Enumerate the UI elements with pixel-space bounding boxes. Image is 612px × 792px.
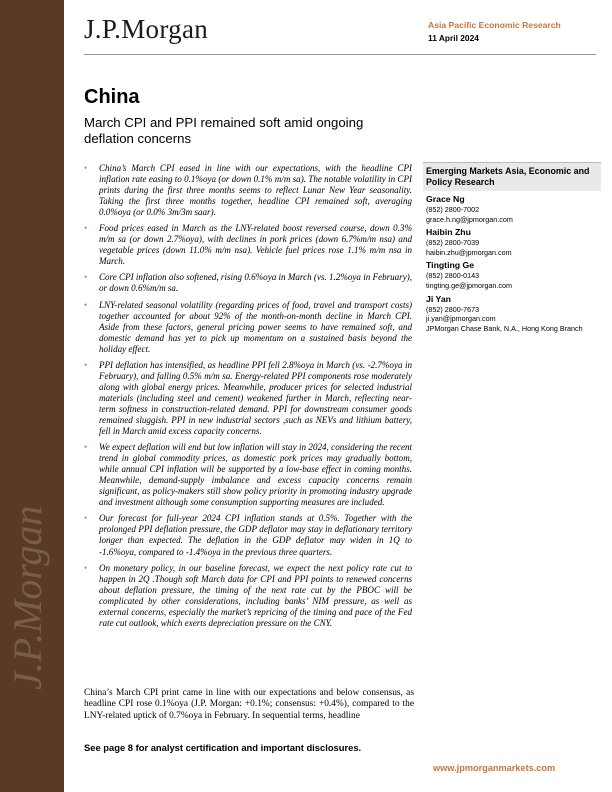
- bullet-icon: •: [84, 442, 88, 453]
- website-link[interactable]: www.jpmorganmarkets.com: [433, 763, 556, 773]
- analyst-email-link[interactable]: tingting.ge@jpmorgan.com: [426, 280, 513, 290]
- key-point: [84, 272, 412, 294]
- bullet-icon: •: [84, 359, 88, 370]
- jpmorgan-logo: J.P.Morgan: [84, 14, 209, 44]
- key-point: [84, 513, 412, 557]
- key-point-text: We expect deflation will end but low inflation will stay in 2024, considering the recent trend in global commodity prices, as domestic pork prices may gradually bottom, while annual CPI inflation will be supported by a low-base effect in coming months. Meanwhile, demand-supply imbalance and excess capacity concerns remain significant, as policy-makers still show policy priority in promoting industry upgrade and investment although some consumption supporting measures are included.: [99, 442, 412, 508]
- disclosure-note: See page 8 for analyst certification and important disclosures.: [84, 742, 362, 753]
- publication-type: Asia Pacific Economic Research: [428, 20, 561, 30]
- contacts-panel: [423, 162, 601, 333]
- key-points-list: [84, 163, 412, 634]
- key-point-text: On monetary policy, in our baseline forecast, we expect the next policy rate cut to happen in 2Q .Though soft March data for CPI and PPI points to renewed concerns about deflation pressure, the timing of the next rate cut by the PBOC will be complicated by other considerations, including banks’ NIM pressure, as well as external concerns, especially the market’s repricing of the timing and pace of the Fed rate cut outlook, which exerts depreciation pressure on the CNY.: [99, 562, 412, 628]
- analyst-email-link[interactable]: haibin.zhu@jpmorgan.com: [426, 247, 512, 257]
- key-point-text: Our forecast for full-year 2024 CPI inflation stands at 0.5%. Together with the prolonged PPI deflation pressure, the GDP deflator may stay in deflationary territory longer than expected. The deflation in the GDP deflator may widen in 1Q to -1.6%oya, compared to -1.4%oya in the previous three quarters.: [99, 513, 412, 557]
- analyst-email-link[interactable]: ji.yan@jpmorgan.com: [426, 314, 496, 324]
- header-divider: [84, 54, 596, 55]
- bullet-icon: •: [84, 562, 88, 573]
- analyst-name: Ji Yan: [426, 293, 451, 304]
- key-point-text: LNY-related seasonal volatility (regarding prices of food, travel and transport costs) together accounted for about 92% of the month-on-month decline in March CPI. Aside from these factors, general pricing power seems to have remained soft, and domestic demand has yet to pick up momentum on a sustained basis beyond the holiday effect.: [99, 299, 412, 354]
- body-paragraph: China’s March CPI print came in line with our expectations and below consensus, as headline CPI rose 0.1%oya (J.P. Morgan: +0.1%; consensus: +0.4%), compared to the LNY-related uptick of 0.7%oya in February. In sequential terms, headline: [84, 688, 414, 721]
- analyst-phone: (852) 2800-0143: [426, 271, 480, 281]
- bullet-icon: •: [84, 223, 88, 234]
- analyst-name: Tingting Ge: [426, 260, 475, 271]
- analyst-email-link[interactable]: grace.h.ng@jpmorgan.com: [426, 214, 513, 224]
- brand-sidebar: [0, 0, 64, 792]
- key-point-text: Food prices eased in March as the LNY-related boost reversed course, down 0.3% m/m sa (or down 2.7%oya), with declines in pork prices (down 6.7%m/m nsa) and vegetable prices (down 11.0% m/m nsa). Vehicle fuel prices rose 1.1% m/m nsa in March.: [99, 223, 412, 267]
- key-point: [84, 563, 412, 629]
- analyst-phone: (852) 2800-7002: [426, 205, 480, 214]
- key-point: [84, 442, 412, 508]
- analyst-card: [423, 227, 601, 257]
- key-point: [84, 300, 412, 355]
- bank-entity: JPMorgan Chase Bank, N.A., Hong Kong Branch: [426, 323, 583, 333]
- contacts-heading: Emerging Markets Asia, Economic and Policy Research: [423, 163, 601, 191]
- page-title: China: [84, 86, 140, 108]
- bullet-icon: •: [84, 513, 88, 524]
- bullet-icon: •: [84, 299, 88, 310]
- sidebar-watermark: J.P.Morgan: [5, 505, 50, 690]
- page-subtitle: March CPI and PPI remained soft amid ongoing deflation concerns: [84, 115, 364, 146]
- analyst-name: Haibin Zhu: [426, 227, 471, 238]
- bullet-icon: •: [84, 272, 88, 283]
- key-point-text: China’s March CPI eased in line with our expectations, with the headline CPI inflation rate easing to 0.1%oya (or down 0.1% m/m sa). The notable volatility in CPI prints during the first three months seems to reflect Lunar New Year seasonality. Taking the first three months together, headline CPI remained soft, averaging 0.0%oya (or 0.0% 3m/3m saar).: [99, 163, 412, 218]
- key-point: [84, 223, 412, 267]
- analyst-card: [423, 294, 601, 324]
- analyst-card: [423, 194, 601, 224]
- key-point: [84, 163, 412, 218]
- analyst-phone: (852) 2800-7039: [426, 238, 480, 248]
- analyst-card: [423, 260, 601, 290]
- key-point-text: Core CPI inflation also softened, rising 0.6%oya in March (vs. 1.2%oya in February), or down 0.6%m/m sa.: [99, 272, 412, 294]
- key-point: [84, 360, 412, 437]
- analyst-name: Grace Ng: [426, 194, 465, 204]
- bullet-icon: •: [84, 163, 88, 173]
- key-point-text: PPI deflation has intensified, as headline PPI fell 2.8%oya in March (vs. -2.7%oya in February), and falling 0.5% m/m sa. Energy-related PPI components rose moderately along with global energy prices. Meanwhile, producer prices for selected industrial materials (including steel and cement) weakened further in March, reflecting near-term softness in construction-related demand. PPI for downstream consumer goods remained sluggish. PPI in new industrial sectors ,such as NEVs and lithium battery, fell in March amid excess capacity concerns.: [99, 359, 412, 437]
- analyst-phone: (852) 2800-7673: [426, 304, 480, 314]
- publication-date: 11 April 2024: [428, 33, 479, 43]
